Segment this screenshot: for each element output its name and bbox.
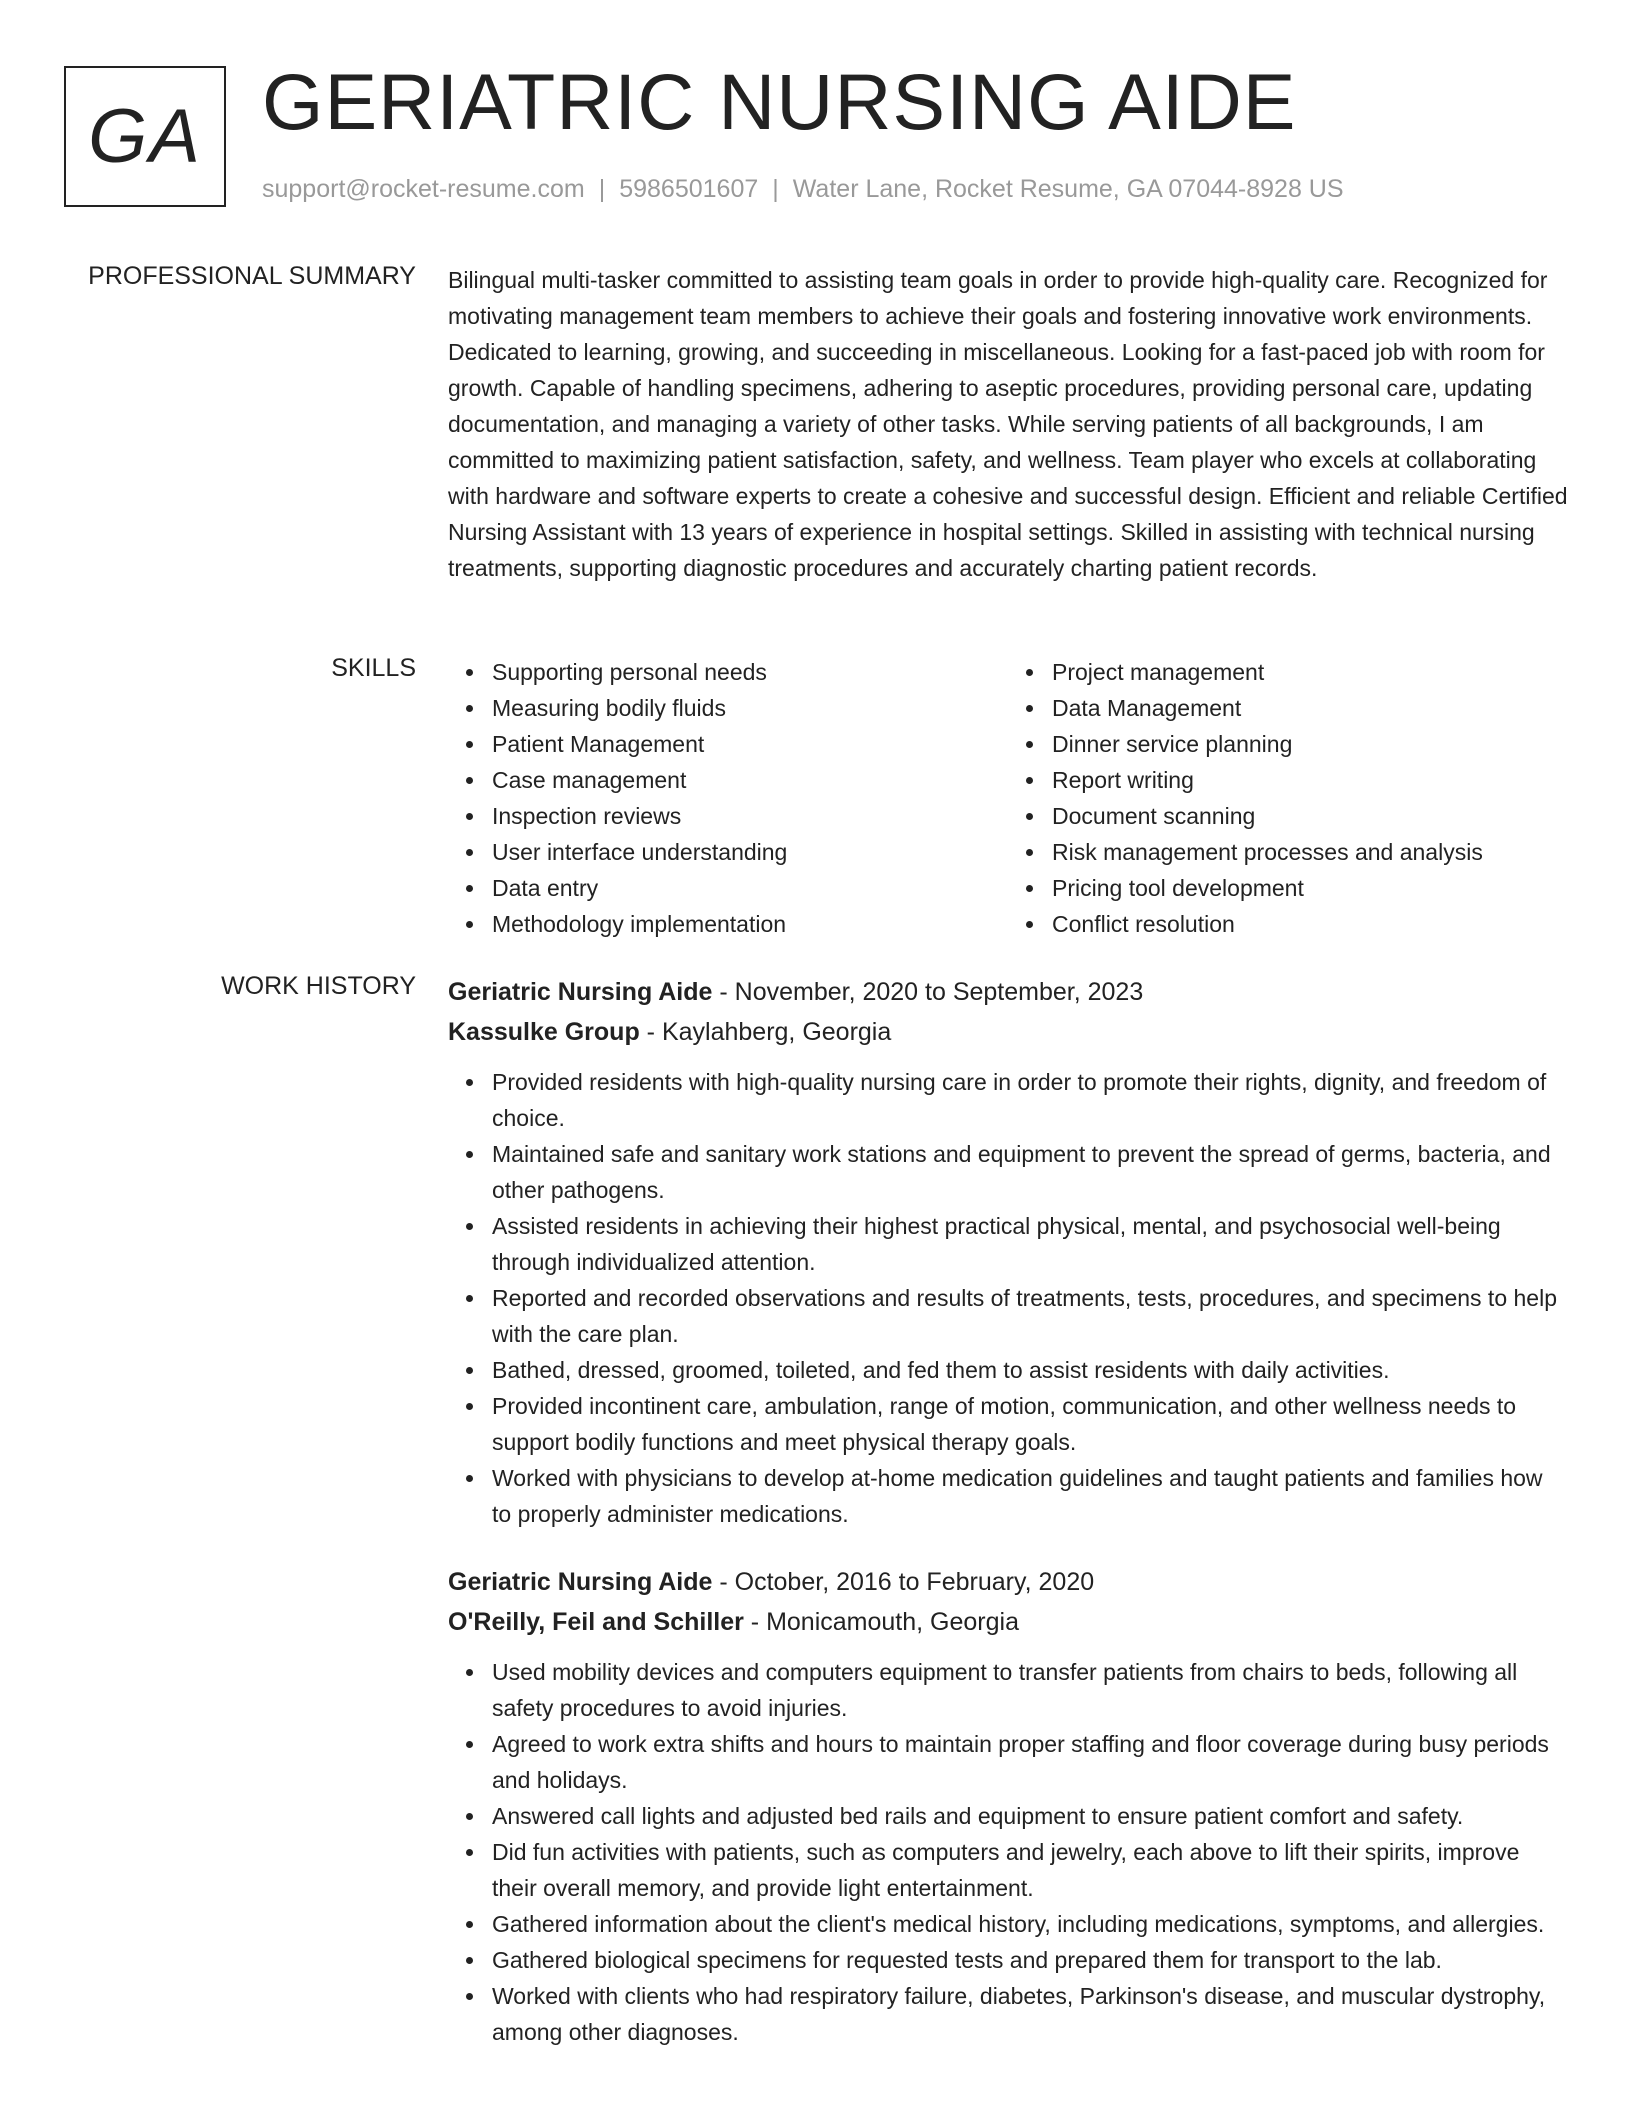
skills-list-left bbox=[448, 654, 1008, 942]
job-bullet: Provided incontinent care, ambulation, range of motion, communication, and other wellness needs to support bodily functions and meet physical therapy goals. bbox=[492, 1388, 1568, 1460]
job-entry bbox=[448, 1562, 1568, 2050]
job-bullet: Worked with clients who had respiratory failure, diabetes, Parkinson's disease, and muscular dystrophy, among other diagnoses. bbox=[492, 1978, 1568, 2050]
contact-separator: | bbox=[598, 175, 606, 203]
job-bullet: Used mobility devices and computers equipment to transfer patients from chairs to beds, following all safety procedures to avoid injuries. bbox=[492, 1654, 1568, 1726]
skill-item: Data entry bbox=[492, 870, 1008, 906]
job-bullet: Maintained safe and sanitary work stations and equipment to prevent the spread of germs, bacteria, and other pathogens. bbox=[492, 1136, 1568, 1208]
skill-item: Inspection reviews bbox=[492, 798, 1008, 834]
job-bullet: Agreed to work extra shifts and hours to maintain proper staffing and floor coverage during busy periods and holidays. bbox=[492, 1726, 1568, 1798]
skill-item: Methodology implementation bbox=[492, 906, 1008, 942]
job-bullets bbox=[448, 1064, 1568, 1532]
contact-address: Water Lane, Rocket Resume, GA 07044-8928 US bbox=[792, 175, 1344, 203]
contact-line bbox=[262, 175, 1344, 204]
job-location: - Monicamouth, Georgia bbox=[743, 1608, 1019, 1636]
page-title: GERIATRIC NURSING AIDE bbox=[262, 57, 1297, 146]
job-bullet: Assisted residents in achieving their highest practical physical, mental, and psychosocial well-being through individualized attention. bbox=[492, 1208, 1568, 1280]
skill-item: Data Management bbox=[1052, 690, 1568, 726]
skill-item: Risk management processes and analysis bbox=[1052, 834, 1568, 870]
job-entry bbox=[448, 972, 1568, 1532]
monogram-initials: GA bbox=[88, 94, 202, 179]
job-bullet: Provided residents with high-quality nursing care in order to promote their rights, dignity, and freedom of choice. bbox=[492, 1064, 1568, 1136]
contact-separator: | bbox=[772, 175, 779, 203]
job-title: Geriatric Nursing Aide bbox=[448, 978, 713, 1006]
skill-item: Conflict resolution bbox=[1052, 906, 1568, 942]
job-bullet: Did fun activities with patients, such as computers and jewelry, each above to lift their spirits, improve their overall memory, and provide light entertainment. bbox=[492, 1834, 1568, 1906]
skill-item: Pricing tool development bbox=[1052, 870, 1568, 906]
skill-item: Patient Management bbox=[492, 726, 1008, 762]
summary-text: Bilingual multi-tasker committed to assisting team goals in order to provide high-quality care. Recognized for motivating management team members to achieve their goals and fostering innovative work environments. Dedicated to learning, growing, and succeeding in miscellaneous. Looking for a fast-paced job with room for growth. Capable of handling specimens, adhering to aseptic procedures, providing personal care, updating documentation, and managing a variety of other tasks. While serving patients of all backgrounds, I am committed to maximizing patient satisfaction, safety, and wellness. Team player who excels at collaborating with hardware and software experts to create a cohesive and successful design. Efficient and reliable Certified Nursing Assistant with 13 years of experience in hospital settings. Skilled in assisting with technical nursing treatments, supporting diagnostic procedures and accurately charting patient records. bbox=[448, 267, 1568, 581]
skill-item: Report writing bbox=[1052, 762, 1568, 798]
job-title-line bbox=[448, 972, 1568, 1012]
job-bullet: Gathered biological specimens for requested tests and prepared them for transport to the lab. bbox=[492, 1942, 1568, 1978]
job-dates: - November, 2020 to September, 2023 bbox=[712, 978, 1144, 1006]
job-bullet: Answered call lights and adjusted bed rails and equipment to ensure patient comfort and safety. bbox=[492, 1798, 1568, 1834]
job-dates: - October, 2016 to February, 2020 bbox=[712, 1568, 1095, 1596]
job-title: Geriatric Nursing Aide bbox=[448, 1568, 713, 1596]
skill-item: Dinner service planning bbox=[1052, 726, 1568, 762]
skill-item: User interface understanding bbox=[492, 834, 1008, 870]
job-bullet: Bathed, dressed, groomed, toileted, and fed them to assist residents with daily activities. bbox=[492, 1352, 1568, 1388]
section-label: SKILLS bbox=[331, 654, 416, 682]
job-location: - Kaylahberg, Georgia bbox=[639, 1018, 892, 1046]
skill-item: Supporting personal needs bbox=[492, 654, 1008, 690]
job-company: Kassulke Group bbox=[448, 1018, 640, 1046]
skill-item: Document scanning bbox=[1052, 798, 1568, 834]
skills-list-right bbox=[1008, 654, 1568, 942]
contact-phone[interactable]: 5986501607 bbox=[619, 175, 759, 203]
job-company-line bbox=[448, 1602, 1568, 1642]
section-label: WORK HISTORY bbox=[221, 972, 416, 1000]
job-bullets bbox=[448, 1654, 1568, 2050]
job-title-line bbox=[448, 1562, 1568, 1602]
skill-item: Case management bbox=[492, 762, 1008, 798]
job-bullet: Worked with physicians to develop at-home medication guidelines and taught patients and families how to properly administer medications. bbox=[492, 1460, 1568, 1532]
job-bullet: Gathered information about the client's medical history, including medications, symptoms, and allergies. bbox=[492, 1906, 1568, 1942]
contact-email[interactable]: support@rocket-resume.com bbox=[262, 175, 585, 203]
job-company: O'Reilly, Feil and Schiller bbox=[448, 1608, 744, 1636]
section-label: PROFESSIONAL SUMMARY bbox=[88, 262, 416, 290]
monogram-box bbox=[64, 66, 226, 207]
job-company-line bbox=[448, 1012, 1568, 1052]
job-bullet: Reported and recorded observations and results of treatments, tests, procedures, and specimens to help with the care plan. bbox=[492, 1280, 1568, 1352]
skill-item: Project management bbox=[1052, 654, 1568, 690]
skill-item: Measuring bodily fluids bbox=[492, 690, 1008, 726]
